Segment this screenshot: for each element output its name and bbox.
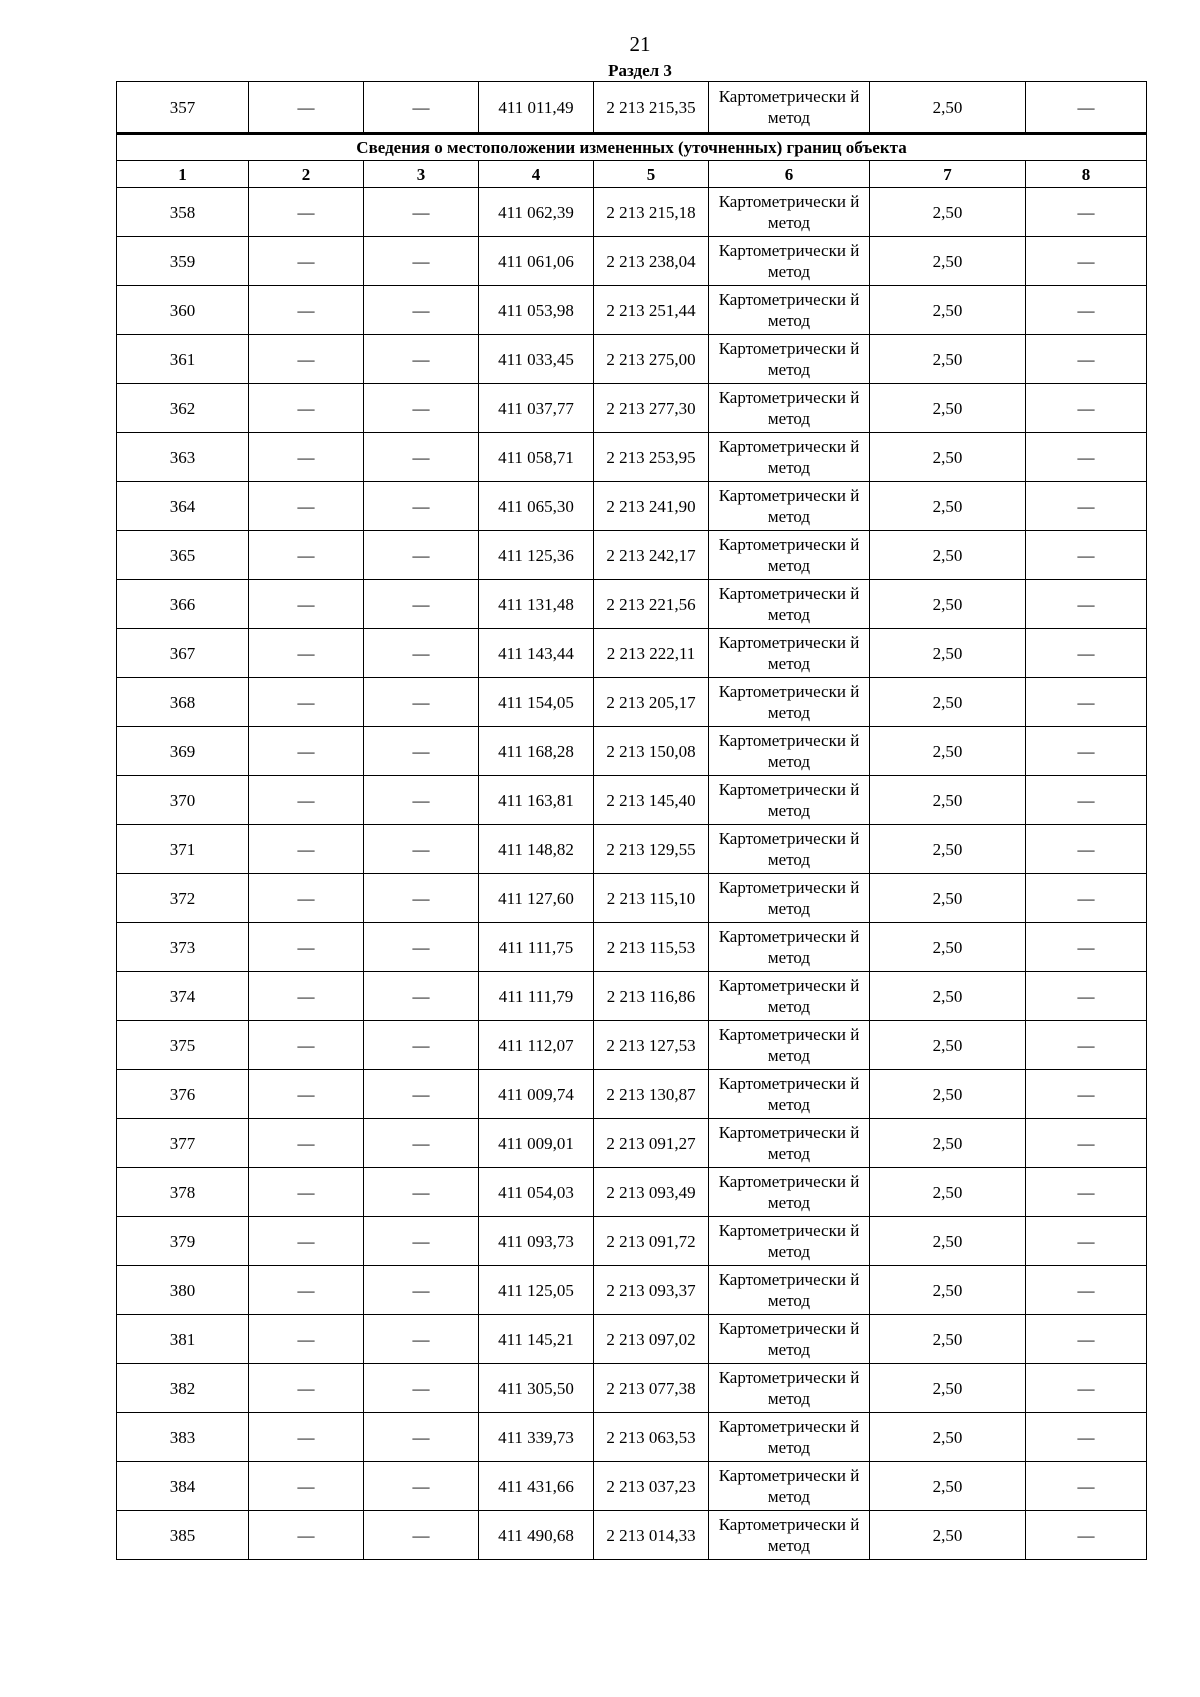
cell-dash: —	[1026, 1021, 1147, 1070]
accuracy-cell: 2,50	[870, 286, 1026, 335]
coordinate-x: 411 054,03	[479, 1168, 594, 1217]
coordinate-x: 411 131,48	[479, 580, 594, 629]
accuracy-cell: 2,50	[870, 1070, 1026, 1119]
coordinate-y: 2 213 222,11	[594, 629, 709, 678]
cell-dash: —	[1026, 433, 1147, 482]
cell-dash: —	[1026, 972, 1147, 1021]
point-number: 377	[117, 1119, 249, 1168]
method-cell: Картометрически й метод	[709, 629, 870, 678]
accuracy-cell: 2,50	[870, 1364, 1026, 1413]
table-row	[117, 237, 1147, 286]
table-row	[117, 1413, 1147, 1462]
cell-dash: —	[1026, 1266, 1147, 1315]
method-cell: Картометрически й метод	[709, 1021, 870, 1070]
cell-dash: —	[364, 482, 479, 531]
table-row	[117, 825, 1147, 874]
coordinate-y: 2 213 093,49	[594, 1168, 709, 1217]
cell-dash: —	[364, 531, 479, 580]
cell-dash: —	[364, 1462, 479, 1511]
coordinate-y: 2 213 221,56	[594, 580, 709, 629]
coordinate-x: 411 065,30	[479, 482, 594, 531]
accuracy-cell: 2,50	[870, 82, 1026, 134]
cell-dash: —	[364, 727, 479, 776]
cell-dash: —	[249, 531, 364, 580]
method-cell: Картометрически й метод	[709, 874, 870, 923]
coordinate-x: 411 009,01	[479, 1119, 594, 1168]
cell-dash: —	[1026, 1413, 1147, 1462]
point-number: 374	[117, 972, 249, 1021]
accuracy-cell: 2,50	[870, 1119, 1026, 1168]
cell-dash: —	[364, 1364, 479, 1413]
cell-dash: —	[1026, 1070, 1147, 1119]
column-numbers-row	[117, 161, 1147, 188]
coordinate-y: 2 213 238,04	[594, 237, 709, 286]
method-cell: Картометрически й метод	[709, 923, 870, 972]
table-row	[117, 678, 1147, 727]
cell-dash: —	[249, 1021, 364, 1070]
cell-dash: —	[364, 1021, 479, 1070]
coordinate-y: 2 213 091,27	[594, 1119, 709, 1168]
point-number: 384	[117, 1462, 249, 1511]
table-row	[117, 776, 1147, 825]
table-row	[117, 531, 1147, 580]
cell-dash: —	[249, 1364, 364, 1413]
cell-dash: —	[364, 1266, 479, 1315]
cell-dash: —	[1026, 384, 1147, 433]
accuracy-cell: 2,50	[870, 972, 1026, 1021]
table-row	[117, 1119, 1147, 1168]
coordinate-x: 411 163,81	[479, 776, 594, 825]
point-number: 376	[117, 1070, 249, 1119]
point-number: 359	[117, 237, 249, 286]
cell-dash: —	[1026, 1364, 1147, 1413]
cell-dash: —	[249, 727, 364, 776]
accuracy-cell: 2,50	[870, 1511, 1026, 1560]
cell-dash: —	[1026, 923, 1147, 972]
accuracy-cell: 2,50	[870, 433, 1026, 482]
cell-dash: —	[249, 482, 364, 531]
accuracy-cell: 2,50	[870, 188, 1026, 237]
coordinate-y: 2 213 115,53	[594, 923, 709, 972]
table-row	[117, 727, 1147, 776]
cell-dash: —	[364, 82, 479, 134]
cell-dash: —	[364, 874, 479, 923]
column-number: 4	[479, 161, 594, 188]
table-row	[117, 874, 1147, 923]
point-number: 367	[117, 629, 249, 678]
point-number: 372	[117, 874, 249, 923]
accuracy-cell: 2,50	[870, 335, 1026, 384]
coordinate-x: 411 339,73	[479, 1413, 594, 1462]
cell-dash: —	[364, 1070, 479, 1119]
method-cell: Картометрически й метод	[709, 972, 870, 1021]
point-number: 362	[117, 384, 249, 433]
point-number: 364	[117, 482, 249, 531]
accuracy-cell: 2,50	[870, 1217, 1026, 1266]
table-row	[117, 1070, 1147, 1119]
column-number: 6	[709, 161, 870, 188]
method-cell: Картометрически й метод	[709, 188, 870, 237]
coordinate-x: 411 143,44	[479, 629, 594, 678]
point-number: 369	[117, 727, 249, 776]
point-number: 361	[117, 335, 249, 384]
accuracy-cell: 2,50	[870, 531, 1026, 580]
point-number: 381	[117, 1315, 249, 1364]
column-number: 7	[870, 161, 1026, 188]
cell-dash: —	[1026, 82, 1147, 134]
cell-dash: —	[364, 1217, 479, 1266]
accuracy-cell: 2,50	[870, 776, 1026, 825]
table-row	[117, 1511, 1147, 1560]
accuracy-cell: 2,50	[870, 923, 1026, 972]
method-cell: Картометрически й метод	[709, 82, 870, 134]
column-number: 8	[1026, 161, 1147, 188]
cell-dash: —	[249, 678, 364, 727]
column-number: 1	[117, 161, 249, 188]
accuracy-cell: 2,50	[870, 1266, 1026, 1315]
point-number: 360	[117, 286, 249, 335]
method-cell: Картометрически й метод	[709, 384, 870, 433]
method-cell: Картометрически й метод	[709, 1511, 870, 1560]
table-row	[117, 1315, 1147, 1364]
coordinate-y: 2 213 129,55	[594, 825, 709, 874]
point-number: 368	[117, 678, 249, 727]
table-row	[117, 629, 1147, 678]
method-cell: Картометрически й метод	[709, 1462, 870, 1511]
cell-dash: —	[1026, 629, 1147, 678]
coordinate-y: 2 213 097,02	[594, 1315, 709, 1364]
table-row	[117, 1217, 1147, 1266]
column-number: 5	[594, 161, 709, 188]
accuracy-cell: 2,50	[870, 384, 1026, 433]
table-caption: Сведения о местоположении измененных (уточненных) границ объекта	[117, 134, 1147, 161]
coordinate-y: 2 213 037,23	[594, 1462, 709, 1511]
cell-dash: —	[364, 1315, 479, 1364]
cell-dash: —	[249, 237, 364, 286]
column-number: 3	[364, 161, 479, 188]
cell-dash: —	[249, 1511, 364, 1560]
point-number: 365	[117, 531, 249, 580]
accuracy-cell: 2,50	[870, 678, 1026, 727]
method-cell: Картометрически й метод	[709, 580, 870, 629]
coordinate-y: 2 213 014,33	[594, 1511, 709, 1560]
table-row	[117, 82, 1147, 134]
point-number: 371	[117, 825, 249, 874]
cell-dash: —	[1026, 1511, 1147, 1560]
point-number: 363	[117, 433, 249, 482]
coordinate-y: 2 213 251,44	[594, 286, 709, 335]
method-cell: Картометрически й метод	[709, 825, 870, 874]
cell-dash: —	[1026, 776, 1147, 825]
accuracy-cell: 2,50	[870, 727, 1026, 776]
cell-dash: —	[249, 629, 364, 678]
accuracy-cell: 2,50	[870, 874, 1026, 923]
method-cell: Картометрически й метод	[709, 531, 870, 580]
table-row	[117, 286, 1147, 335]
cell-dash: —	[1026, 531, 1147, 580]
coordinate-x: 411 011,49	[479, 82, 594, 134]
accuracy-cell: 2,50	[870, 482, 1026, 531]
coordinate-y: 2 213 242,17	[594, 531, 709, 580]
column-number: 2	[249, 161, 364, 188]
coordinates-table	[116, 81, 1147, 1560]
cell-dash: —	[1026, 825, 1147, 874]
accuracy-cell: 2,50	[870, 825, 1026, 874]
point-number: 382	[117, 1364, 249, 1413]
coordinate-x: 411 037,77	[479, 384, 594, 433]
method-cell: Картометрически й метод	[709, 678, 870, 727]
cell-dash: —	[364, 776, 479, 825]
cell-dash: —	[364, 1413, 479, 1462]
method-cell: Картометрически й метод	[709, 1070, 870, 1119]
coordinate-x: 411 062,39	[479, 188, 594, 237]
point-number: 375	[117, 1021, 249, 1070]
coordinate-x: 411 154,05	[479, 678, 594, 727]
cell-dash: —	[364, 433, 479, 482]
coordinate-x: 411 112,07	[479, 1021, 594, 1070]
cell-dash: —	[249, 1413, 364, 1462]
coordinate-x: 411 305,50	[479, 1364, 594, 1413]
coordinate-y: 2 213 091,72	[594, 1217, 709, 1266]
method-cell: Картометрически й метод	[709, 335, 870, 384]
method-cell: Картометрически й метод	[709, 482, 870, 531]
table-row	[117, 580, 1147, 629]
table-row	[117, 1021, 1147, 1070]
coordinate-y: 2 213 215,18	[594, 188, 709, 237]
accuracy-cell: 2,50	[870, 1462, 1026, 1511]
coordinate-y: 2 213 253,95	[594, 433, 709, 482]
method-cell: Картометрически й метод	[709, 1364, 870, 1413]
accuracy-cell: 2,50	[870, 237, 1026, 286]
coordinate-x: 411 431,66	[479, 1462, 594, 1511]
coordinate-x: 411 093,73	[479, 1217, 594, 1266]
cell-dash: —	[364, 237, 479, 286]
cell-dash: —	[249, 335, 364, 384]
method-cell: Картометрически й метод	[709, 1413, 870, 1462]
point-number: 366	[117, 580, 249, 629]
cell-dash: —	[249, 1266, 364, 1315]
method-cell: Картометрически й метод	[709, 286, 870, 335]
cell-dash: —	[364, 825, 479, 874]
method-cell: Картометрически й метод	[709, 1315, 870, 1364]
cell-dash: —	[249, 433, 364, 482]
coordinate-y: 2 213 116,86	[594, 972, 709, 1021]
cell-dash: —	[1026, 188, 1147, 237]
accuracy-cell: 2,50	[870, 1168, 1026, 1217]
cell-dash: —	[1026, 1168, 1147, 1217]
coordinate-x: 411 125,36	[479, 531, 594, 580]
point-number: 383	[117, 1413, 249, 1462]
cell-dash: —	[249, 1315, 364, 1364]
accuracy-cell: 2,50	[870, 629, 1026, 678]
cell-dash: —	[249, 188, 364, 237]
cell-dash: —	[249, 82, 364, 134]
table-row	[117, 1168, 1147, 1217]
method-cell: Картометрически й метод	[709, 433, 870, 482]
point-number: 358	[117, 188, 249, 237]
coordinate-y: 2 213 150,08	[594, 727, 709, 776]
cell-dash: —	[364, 580, 479, 629]
coordinate-y: 2 213 063,53	[594, 1413, 709, 1462]
cell-dash: —	[364, 629, 479, 678]
table-row	[117, 188, 1147, 237]
coordinate-y: 2 213 077,38	[594, 1364, 709, 1413]
coordinate-x: 411 058,71	[479, 433, 594, 482]
cell-dash: —	[1026, 482, 1147, 531]
cell-dash: —	[249, 1070, 364, 1119]
cell-dash: —	[1026, 678, 1147, 727]
table-row	[117, 335, 1147, 384]
coordinate-y: 2 213 215,35	[594, 82, 709, 134]
table-row	[117, 972, 1147, 1021]
cell-dash: —	[1026, 237, 1147, 286]
method-cell: Картометрически й метод	[709, 237, 870, 286]
coordinate-x: 411 111,79	[479, 972, 594, 1021]
coordinate-y: 2 213 115,10	[594, 874, 709, 923]
method-cell: Картометрически й метод	[709, 1217, 870, 1266]
table-row	[117, 1364, 1147, 1413]
coordinate-y: 2 213 241,90	[594, 482, 709, 531]
coordinate-y: 2 213 130,87	[594, 1070, 709, 1119]
method-cell: Картометрически й метод	[709, 776, 870, 825]
cell-dash: —	[249, 1462, 364, 1511]
cell-dash: —	[249, 1217, 364, 1266]
coordinate-y: 2 213 277,30	[594, 384, 709, 433]
table-row	[117, 1462, 1147, 1511]
cell-dash: —	[364, 923, 479, 972]
cell-dash: —	[249, 286, 364, 335]
point-number: 357	[117, 82, 249, 134]
cell-dash: —	[1026, 1315, 1147, 1364]
accuracy-cell: 2,50	[870, 580, 1026, 629]
point-number: 385	[117, 1511, 249, 1560]
table-row	[117, 923, 1147, 972]
coordinate-y: 2 213 127,53	[594, 1021, 709, 1070]
point-number: 379	[117, 1217, 249, 1266]
cell-dash: —	[1026, 335, 1147, 384]
coordinate-y: 2 213 093,37	[594, 1266, 709, 1315]
cell-dash: —	[364, 188, 479, 237]
point-number: 380	[117, 1266, 249, 1315]
cell-dash: —	[249, 972, 364, 1021]
cell-dash: —	[1026, 874, 1147, 923]
cell-dash: —	[249, 1119, 364, 1168]
cell-dash: —	[364, 335, 479, 384]
cell-dash: —	[364, 972, 479, 1021]
coordinate-x: 411 127,60	[479, 874, 594, 923]
coordinate-x: 411 168,28	[479, 727, 594, 776]
cell-dash: —	[1026, 727, 1147, 776]
cell-dash: —	[1026, 1119, 1147, 1168]
table-row	[117, 1266, 1147, 1315]
cell-dash: —	[249, 1168, 364, 1217]
cell-dash: —	[364, 678, 479, 727]
cell-dash: —	[364, 1511, 479, 1560]
table-caption-row	[117, 134, 1147, 161]
accuracy-cell: 2,50	[870, 1413, 1026, 1462]
coordinate-y: 2 213 275,00	[594, 335, 709, 384]
coordinate-x: 411 148,82	[479, 825, 594, 874]
table-row	[117, 433, 1147, 482]
accuracy-cell: 2,50	[870, 1315, 1026, 1364]
cell-dash: —	[249, 384, 364, 433]
coordinate-y: 2 213 145,40	[594, 776, 709, 825]
cell-dash: —	[249, 874, 364, 923]
coordinate-x: 411 111,75	[479, 923, 594, 972]
cell-dash: —	[249, 825, 364, 874]
method-cell: Картометрически й метод	[709, 1119, 870, 1168]
cell-dash: —	[364, 286, 479, 335]
coordinate-x: 411 490,68	[479, 1511, 594, 1560]
cell-dash: —	[249, 580, 364, 629]
method-cell: Картометрически й метод	[709, 1168, 870, 1217]
table-row	[117, 384, 1147, 433]
coordinate-x: 411 009,74	[479, 1070, 594, 1119]
cell-dash: —	[364, 1168, 479, 1217]
cell-dash: —	[249, 923, 364, 972]
method-cell: Картометрически й метод	[709, 727, 870, 776]
method-cell: Картометрически й метод	[709, 1266, 870, 1315]
table-row	[117, 482, 1147, 531]
point-number: 378	[117, 1168, 249, 1217]
cell-dash: —	[1026, 1217, 1147, 1266]
coordinate-x: 411 033,45	[479, 335, 594, 384]
cell-dash: —	[364, 384, 479, 433]
section-title: Раздел 3	[608, 61, 672, 80]
point-number: 370	[117, 776, 249, 825]
page-number: 21	[629, 32, 651, 56]
cell-dash: —	[364, 1119, 479, 1168]
accuracy-cell: 2,50	[870, 1021, 1026, 1070]
coordinate-x: 411 125,05	[479, 1266, 594, 1315]
coordinate-y: 2 213 205,17	[594, 678, 709, 727]
coordinate-x: 411 145,21	[479, 1315, 594, 1364]
coordinate-x: 411 053,98	[479, 286, 594, 335]
cell-dash: —	[1026, 286, 1147, 335]
cell-dash: —	[1026, 580, 1147, 629]
coordinate-x: 411 061,06	[479, 237, 594, 286]
cell-dash: —	[249, 776, 364, 825]
cell-dash: —	[1026, 1462, 1147, 1511]
point-number: 373	[117, 923, 249, 972]
